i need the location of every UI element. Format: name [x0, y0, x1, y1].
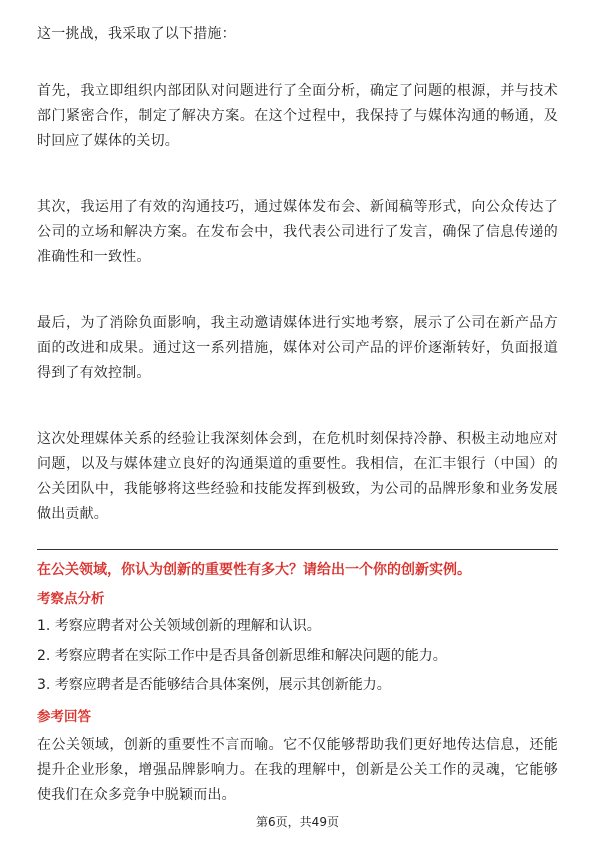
- interview-question: 在公关领域，你认为创新的重要性有多大？请给出一个你的创新实例。: [37, 562, 471, 578]
- answer-text: 在公关领域，创新的重要性不言而喻。它不仅能够帮助我们更好地传达信息，还能提升企业形象，增强品牌影响力。在我的理解中，创新是公关工作的灵魂，它能够使我们在众多竞争中脱颖而出。: [37, 737, 558, 803]
- analysis-item-2: 2. 考察应聘者在实际工作中是否具备创新思维和解决问题的能力。: [37, 648, 447, 664]
- paragraph-conclusion: 这次处理媒体关系的经验让我深刻体会到，在危机时刻保持冷静、积极主动地应对问题，以及与媒体建立良好的沟通渠道的重要性。我相信，在汇丰银行（中国）的公关团队中，我能够将这些经验和技能发挥到极致，为公司的品牌形象和业务发展做出贡献。: [37, 431, 558, 522]
- intro-line: 这一挑战，我采取了以下措施：: [37, 26, 236, 42]
- analysis-heading: 考察点分析: [37, 591, 105, 607]
- section-divider: [37, 549, 558, 550]
- analysis-item-1: 1. 考察应聘者对公关领域创新的理解和认识。: [37, 618, 321, 634]
- paragraph-second: 其次，我运用了有效的沟通技巧，通过媒体发布会、新闻稿等形式，向公众传达了公司的立场和解决方案。在发布会中，我代表公司进行了发言，确保了信息传递的准确性和一致性。: [37, 199, 558, 265]
- page-number: 第6页，共49页: [256, 815, 339, 829]
- paragraph-first: 首先，我立即组织内部团队对问题进行了全面分析，确定了问题的根源，并与技术部门紧密合作，制定了解决方案。在这个过程中，我保持了与媒体沟通的畅通，及时回应了媒体的关切。: [37, 83, 558, 149]
- paragraph-third: 最后，为了消除负面影响，我主动邀请媒体进行实地考察，展示了公司在新产品方面的改进和成果。通过这一系列措施，媒体对公司产品的评价逐渐转好，负面报道得到了有效控制。: [37, 315, 558, 381]
- analysis-item-3: 3. 考察应聘者是否能够结合具体案例，展示其创新能力。: [37, 677, 391, 693]
- answer-heading: 参考回答: [37, 709, 91, 725]
